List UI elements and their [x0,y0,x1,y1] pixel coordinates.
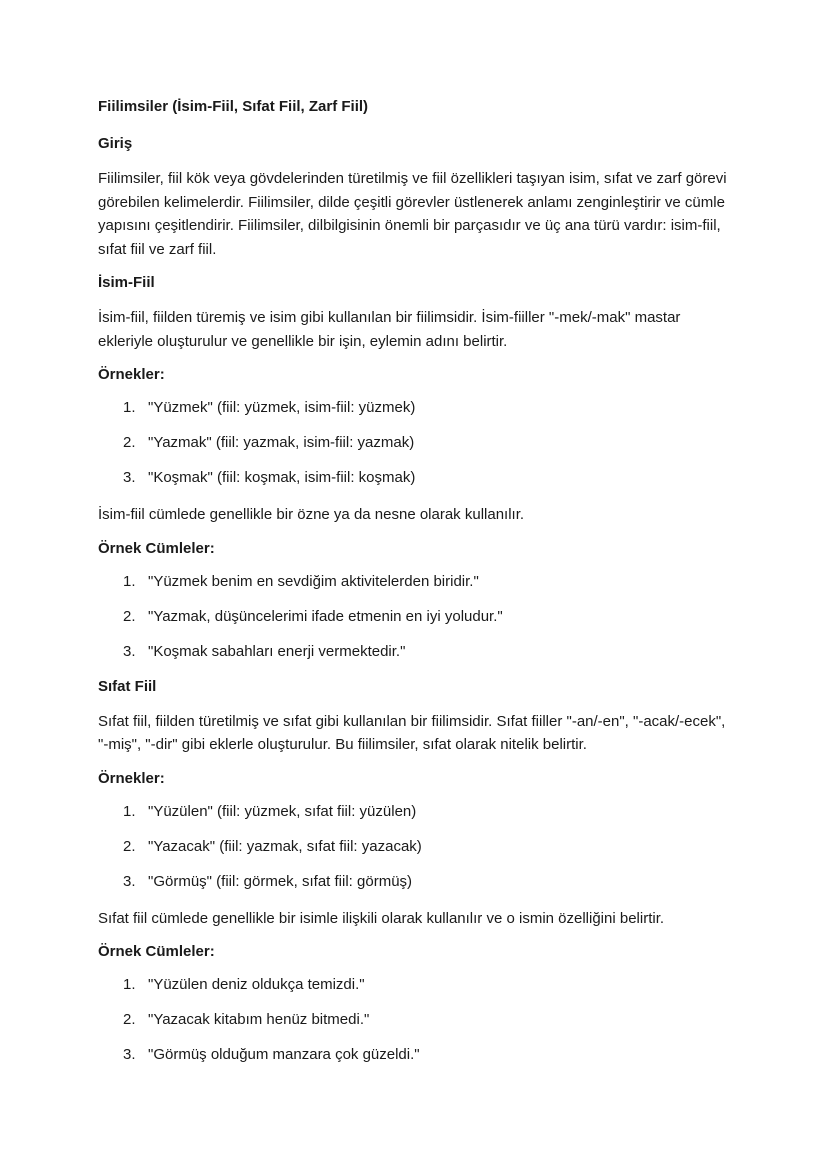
list-number: 1. [123,399,136,416]
document-page [98,97,738,1080]
list-item [98,468,738,488]
list-number: 2. [123,434,136,451]
intro-paragraph: Fiilimsiler, fiil kök veya gövdelerinden türetilmiş ve fiil özellikleri taşıyan isim, sıfat ve zarf görevi görebilen kelimelerdir. Fiilimsiler, dilde çeşitli görevler üstlenerek anlamı zenginleştirir ve cümle yapısını çeşitlendirir. Fiilimsiler, dilbilgisinin önemli bir parçasıdır ve üç ana türü vardır: isim-fiil, sıfat fiil ve zarf fiil. [98,170,727,258]
list-item [98,398,738,418]
sifat-fiil-sentences-heading: Örnek Cümleler: [98,943,215,960]
list-text: "Koşmak" (fiil: koşmak, isim-fiil: koşmak) [148,469,416,486]
sifat-fiil-heading: Sıfat Fiil [98,677,157,695]
list-text: "Yüzmek benim en sevdiğim aktivitelerden biridir." [148,572,479,590]
list-number: 2. [123,837,136,855]
sifat-fiil-paragraph: Sıfat fiil, fiilden türetilmiş ve sıfat gibi kullanılan bir fiilimsidir. Sıfat fiiller "-an/-en", "-acak/-ecek", "-miş", "-dir" gibi eklerle oluşturulur. Bu fiilimsiler, sıfat olarak nitelik belirtir. [98,712,726,753]
list-text: "Yüzülen" (fiil: yüzmek, sıfat fiil: yüzülen) [148,802,417,820]
list-text: "Yazmak, düşüncelerimi ifade etmenin en iyi yoludur." [148,607,503,625]
list-item [98,802,738,822]
isim-fiil-sentences-list [98,572,738,662]
list-number: 1. [123,976,136,993]
sifat-fiil-examples-heading: Örnekler: [98,769,165,787]
isim-fiil-sentences-heading: Örnek Cümleler: [98,539,215,557]
list-item [98,837,738,857]
isim-fiil-examples-heading: Örnekler: [98,366,165,383]
intro-heading: Giriş [98,135,133,152]
list-item [98,607,738,627]
list-item [98,1045,738,1065]
isim-fiil-usage-paragraph: İsim-fiil cümlede genellikle bir özne ya da nesne olarak kullanılır. [98,506,525,523]
list-number: 3. [123,469,136,486]
list-number: 1. [123,802,136,820]
list-text: "Koşmak sabahları enerji vermektedir." [148,642,406,660]
list-text: "Yüzmek" (fiil: yüzmek, isim-fiil: yüzmek) [148,399,416,416]
sifat-fiil-usage-paragraph: Sıfat fiil cümlede genellikle bir isimle ilişkili olarak kullanılır ve o ismin özelliğini belirtir. [98,909,665,927]
sifat-fiil-sentences-list [98,975,738,1065]
list-number: 3. [123,1046,136,1063]
list-text: "Görmüş olduğum manzara çok güzeldi." [148,1046,420,1063]
list-text: "Yazacak" (fiil: yazmak, sıfat fiil: yazacak) [148,837,422,855]
list-number: 3. [123,642,136,660]
isim-fiil-examples-list [98,398,738,488]
list-number: 2. [123,1011,136,1028]
list-item [98,872,738,892]
list-item [98,975,738,995]
list-text: "Yazmak" (fiil: yazmak, isim-fiil: yazmak) [148,434,415,451]
list-item [98,642,738,662]
list-text: "Görmüş" (fiil: görmek, sıfat fiil: görmüş) [148,872,413,890]
isim-fiil-paragraph: İsim-fiil, fiilden türemiş ve isim gibi kullanılan bir fiilimsidir. İsim-fiiller "-mek/-mak" mastar ekleriyle oluşturulur ve genellikle bir işin, eylemin adını belirtir. [98,309,681,350]
list-text: "Yazacak kitabım henüz bitmedi." [148,1011,370,1028]
sifat-fiil-examples-list [98,802,738,892]
list-text: "Yüzülen deniz oldukça temizdi." [148,976,365,993]
list-number: 2. [123,607,136,625]
list-item [98,433,738,453]
list-item [98,1010,738,1030]
list-number: 1. [123,572,136,590]
isim-fiil-heading: İsim-Fiil [98,274,155,291]
list-item [98,572,738,592]
document-title: Fiilimsiler (İsim-Fiil, Sıfat Fiil, Zarf Fiil) [98,98,369,115]
list-number: 3. [123,872,136,890]
